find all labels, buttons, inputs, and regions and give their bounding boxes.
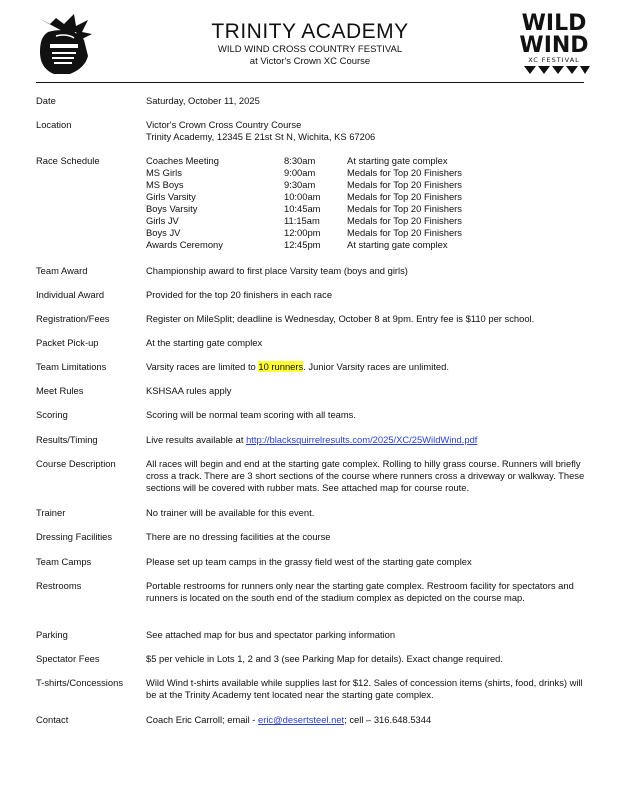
value-contact <box>146 714 588 726</box>
label-team-camps: Team Camps <box>36 556 92 567</box>
schedule-time: 12:45pm <box>284 239 321 250</box>
schedule-time: 10:45am <box>284 203 321 214</box>
schedule-time: 10:00am <box>284 191 321 202</box>
schedule-row <box>146 179 588 191</box>
value-team-camps: Please set up team camps in the grassy field west of the starting gate complex <box>146 556 472 567</box>
limitations-highlight: 10 runners <box>258 361 304 372</box>
value-results-timing <box>146 434 588 446</box>
label-individual-award: Individual Award <box>36 289 105 300</box>
school-title: TRINITY ACADEMY <box>211 20 409 43</box>
value-registration: Register on MileSplit; deadline is Wednesday, October 8 at 9pm. Entry fee is $110 per school. <box>146 313 535 324</box>
value-dressing-facilities: There are no dressing facilities at the course <box>146 531 331 542</box>
limitations-text-pre: Varsity races are limited to <box>146 361 259 372</box>
schedule-note: Medals for Top 20 Finishers <box>347 179 462 190</box>
schedule-event: Boys Varsity <box>146 203 198 214</box>
schedule-row <box>146 227 588 239</box>
value-tshirts-concessions: Wild Wind t-shirts available while supplies last for $12. Sales of concession items (shirts, food, drinks) will be at the Trinity Academy tent located near the starting gate complex. <box>146 677 583 700</box>
location-line-2: Trinity Academy, 12345 E 21st St N, Wichita, KS 67206 <box>146 131 376 142</box>
schedule-row <box>146 167 588 179</box>
label-scoring: Scoring <box>36 409 68 420</box>
logo-xc-festival: XC FESTIVAL <box>528 56 580 64</box>
label-contact: Contact <box>36 714 69 725</box>
label-course-description: Course Description <box>36 458 116 469</box>
value-spectator-fees: $5 per vehicle in Lots 1, 2 and 3 (see Parking Map for details). Exact change required. <box>146 653 503 664</box>
value-location <box>146 119 588 143</box>
label-parking: Parking <box>36 629 68 640</box>
schedule-event: Awards Ceremony <box>146 239 223 250</box>
label-date: Date <box>36 95 56 106</box>
value-meet-rules: KSHSAA rules apply <box>146 385 232 396</box>
value-course-description: All races will begin and end at the starting gate complex. Rolling to hilly grass course. Runners will briefly cross a track. There are 3 short sections of the course where runners cross a driveway or walkway. These sections will be covered with rubber mats. See attached map for course route. <box>146 458 585 493</box>
schedule-time: 9:30am <box>284 179 316 190</box>
schedule-event: MS Girls <box>146 167 182 178</box>
contact-email-link[interactable]: eric@desertsteel.net <box>258 714 345 725</box>
value-trainer: No trainer will be available for this event. <box>146 507 315 518</box>
contact-text-post: ; cell – 316.648.5344 <box>344 714 432 725</box>
value-team-award: Championship award to first place Varsity team (boys and girls) <box>146 265 408 276</box>
schedule-row <box>146 155 588 167</box>
event-subtitle: WILD WIND CROSS COUNTRY FESTIVAL <box>217 44 403 55</box>
schedule-note: Medals for Top 20 Finishers <box>347 215 462 226</box>
label-team-award: Team Award <box>36 265 88 276</box>
logo-word-wild: WILD <box>521 11 587 36</box>
label-race-schedule: Race Schedule <box>36 155 100 166</box>
schedule-time: 9:00am <box>284 167 316 178</box>
value-packet-pickup: At the starting gate complex <box>146 337 263 348</box>
schedule-event: MS Boys <box>146 179 184 190</box>
schedule-note: At starting gate complex <box>347 155 448 166</box>
logo-triangles-icon <box>524 66 590 74</box>
label-meet-rules: Meet Rules <box>36 385 84 396</box>
label-spectator-fees: Spectator Fees <box>36 653 100 664</box>
label-restrooms: Restrooms <box>36 580 82 591</box>
logo-word-wind: WIND <box>519 33 589 58</box>
schedule-row <box>146 239 588 251</box>
schedule-table <box>146 155 588 251</box>
schedule-event: Girls JV <box>146 215 179 226</box>
schedule-note: Medals for Top 20 Finishers <box>347 191 462 202</box>
label-trainer: Trainer <box>36 507 66 518</box>
course-subtitle: at Victor's Crown XC Course <box>249 56 371 67</box>
schedule-time: 12:00pm <box>284 227 321 238</box>
value-date: Saturday, October 11, 2025 <box>146 95 260 106</box>
schedule-row <box>146 203 588 215</box>
label-tshirts-concessions: T-shirts/Concessions <box>36 677 124 688</box>
schedule-note: Medals for Top 20 Finishers <box>347 167 462 178</box>
limitations-text-post: . Junior Varsity races are unlimited. <box>303 361 449 372</box>
label-dressing-facilities: Dressing Facilities <box>36 531 113 542</box>
label-results-timing: Results/Timing <box>36 434 98 445</box>
label-location: Location <box>36 119 72 130</box>
contact-text-pre: Coach Eric Carroll; email - <box>146 714 259 725</box>
flyer-header <box>150 20 470 68</box>
value-scoring: Scoring will be normal team scoring with all teams. <box>146 409 356 420</box>
results-text: Live results available at <box>146 434 247 445</box>
schedule-event: Girls Varsity <box>146 191 196 202</box>
schedule-event: Boys JV <box>146 227 181 238</box>
schedule-row <box>146 215 588 227</box>
label-packet-pickup: Packet Pick-up <box>36 337 99 348</box>
location-line-1: Victor's Crown Cross Country Course <box>146 119 302 130</box>
knight-helmet-logo <box>30 10 100 80</box>
label-registration: Registration/Fees <box>36 313 110 324</box>
label-team-limitations: Team Limitations <box>36 361 107 372</box>
value-individual-award: Provided for the top 20 finishers in each race <box>146 289 333 300</box>
schedule-note: At starting gate complex <box>347 239 448 250</box>
value-team-limitations <box>146 361 588 373</box>
wild-wind-logo <box>516 8 592 84</box>
schedule-note: Medals for Top 20 Finishers <box>347 227 462 238</box>
schedule-time: 8:30am <box>284 155 316 166</box>
value-parking: See attached map for bus and spectator parking information <box>146 629 396 640</box>
schedule-event: Coaches Meeting <box>146 155 219 166</box>
schedule-time: 11:15am <box>284 215 320 226</box>
schedule-row <box>146 191 588 203</box>
value-restrooms: Portable restrooms for runners only near the starting gate complex. Restroom facility for spectators and runners is located on the south end of the stadium complex as depicted on the course map. <box>146 580 574 603</box>
schedule-note: Medals for Top 20 Finishers <box>347 203 462 214</box>
results-link[interactable]: http://blacksquirrelresults.com/2025/XC/25WildWind.pdf <box>246 434 478 445</box>
header-divider <box>36 82 584 83</box>
